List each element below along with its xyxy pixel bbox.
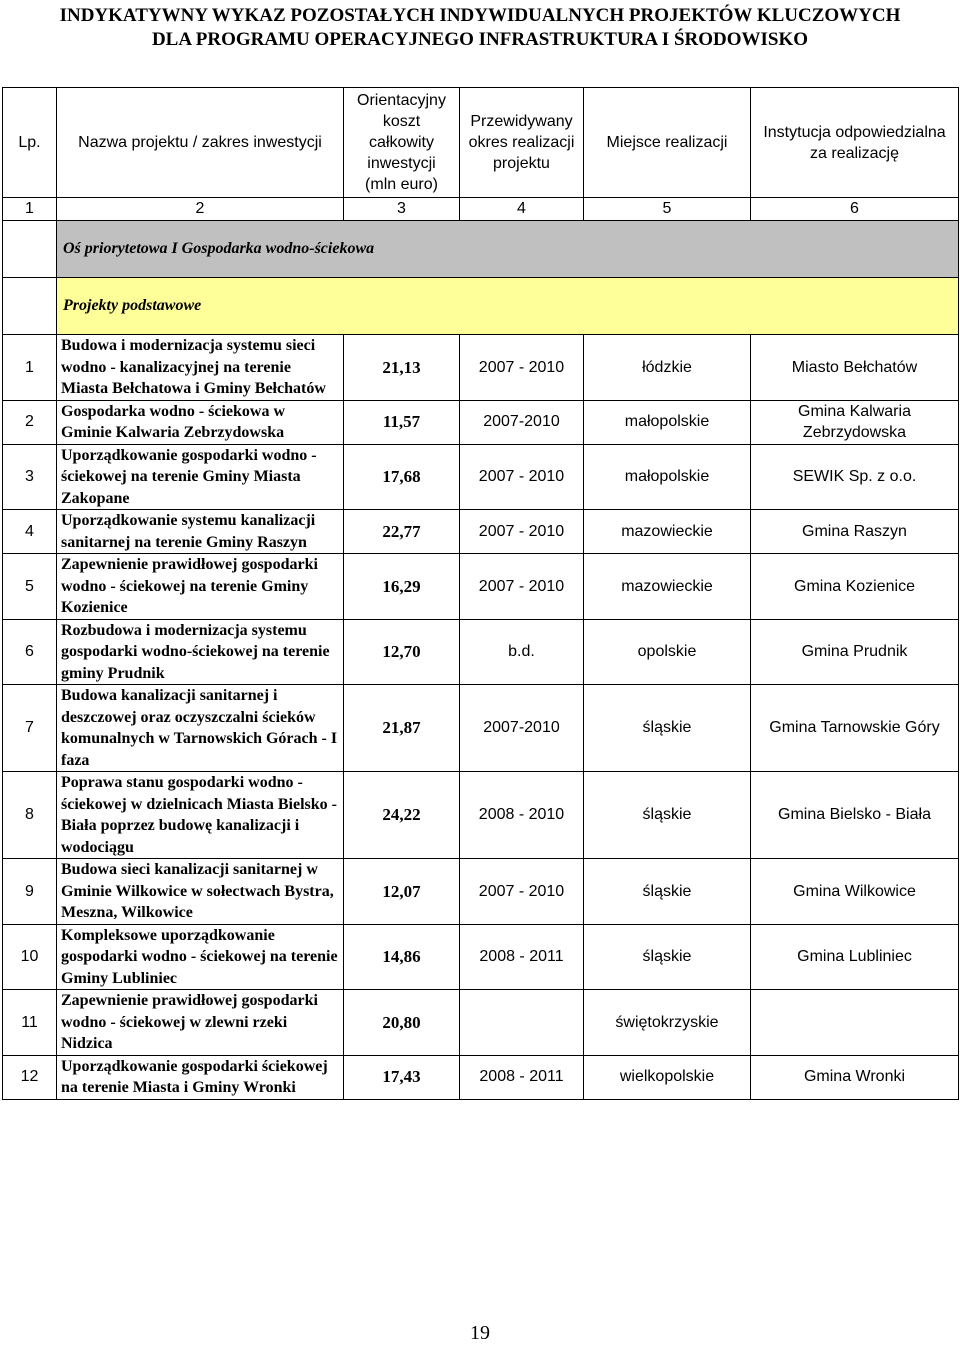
row-lp: 6 [3,619,57,685]
column-number: 2 [57,198,344,221]
row-institution: Gmina Wilkowice [751,859,959,925]
table-row [3,1055,959,1099]
row-lp: 4 [3,510,57,554]
row-institution: Miasto Bełchatów [751,335,959,401]
row-lp: 10 [3,924,57,990]
row-institution: Gmina Kozienice [751,554,959,620]
row-cost: 12,70 [344,619,460,685]
row-name: Budowa kanalizacji sanitarnej i deszczowej oraz oczyszczalni ścieków komunalnych w Tarnowskich Górach - I faza [57,685,344,772]
table-row [3,924,959,990]
row-cost: 24,22 [344,772,460,859]
row-institution: Gmina Kalwaria Zebrzydowska [751,400,959,444]
row-cost: 20,80 [344,990,460,1056]
table-row [3,859,959,925]
row-name: Zapewnienie prawidłowej gospodarki wodno - ściekowej w zlewni rzeki Nidzica [57,990,344,1056]
row-name: Zapewnienie prawidłowej gospodarki wodno - ściekowej na terenie Gminy Kozienice [57,554,344,620]
column-number: 6 [751,198,959,221]
row-place: wielkopolskie [584,1055,751,1099]
row-place: opolskie [584,619,751,685]
row-period: 2008 - 2010 [460,772,584,859]
table-row [3,444,959,510]
row-institution: Gmina Bielsko - Biała [751,772,959,859]
row-period: 2008 - 2011 [460,1055,584,1099]
title-line-2: DLA PROGRAMU OPERACYJNEGO INFRASTRUKTURA I ŚRODOWISKO [151,29,809,50]
row-institution: Gmina Prudnik [751,619,959,685]
column-number: 4 [460,198,584,221]
row-period: b.d. [460,619,584,685]
row-lp: 1 [3,335,57,401]
row-cost: 22,77 [344,510,460,554]
column-number-row [3,198,959,221]
row-cost: 11,57 [344,400,460,444]
row-cost: 16,29 [344,554,460,620]
row-period: 2007 - 2010 [460,554,584,620]
row-name: Gospodarka wodno - ściekowa w Gminie Kalwaria Zebrzydowska [57,400,344,444]
header-nazwa: Nazwa projektu / zakres inwestycji [57,88,344,198]
row-period: 2008 - 2011 [460,924,584,990]
row-lp: 9 [3,859,57,925]
row-lp: 11 [3,990,57,1056]
row-place: mazowieckie [584,510,751,554]
row-place: śląskie [584,859,751,925]
header-miejsce: Miejsce realizacji [584,88,751,198]
row-period: 2007 - 2010 [460,335,584,401]
table-row [3,554,959,620]
column-number: 3 [344,198,460,221]
row-place: świętokrzyskie [584,990,751,1056]
title-line-1: INDYKATYWNY WYKAZ POZOSTAŁYCH INDYWIDUALNYCH PROJEKTÓW KLUCZOWYCH [59,5,901,26]
row-period: 2007 - 2010 [460,444,584,510]
row-name: Budowa i modernizacja systemu sieci wodno - kanalizacyjnej na terenie Miasta Bełchatowa i Gminy Bełchatów [57,335,344,401]
row-name: Uporządkowanie gospodarki ściekowej na terenie Miasta i Gminy Wronki [57,1055,344,1099]
row-cost: 17,68 [344,444,460,510]
table-row [3,400,959,444]
document-title [0,4,960,52]
row-period: 2007-2010 [460,685,584,772]
section-label: Projekty podstawowe [57,278,959,335]
header-koszt: Orientacyjny koszt całkowity inwestycji (mln euro) [344,88,460,198]
row-place: małopolskie [584,400,751,444]
table-row [3,619,959,685]
row-place: mazowieckie [584,554,751,620]
table-row [3,510,959,554]
page-number: 19 [470,1322,490,1344]
row-institution: SEWIK Sp. z o.o. [751,444,959,510]
row-lp: 2 [3,400,57,444]
table-row [3,685,959,772]
table-row [3,335,959,401]
projects-table [2,87,959,1100]
header-lp: Lp. [3,88,57,198]
row-institution: Gmina Raszyn [751,510,959,554]
header-instytucja: Instytucja odpowiedzialna za realizację [751,88,959,198]
row-name: Uporządkowanie gospodarki wodno - ściekowej na terenie Gminy Miasta Zakopane [57,444,344,510]
row-name: Uporządkowanie systemu kanalizacji sanitarnej na terenie Gminy Raszyn [57,510,344,554]
row-period [460,990,584,1056]
row-name: Kompleksowe uporządkowanie gospodarki wodno - ściekowej na terenie Gminy Lubliniec [57,924,344,990]
row-place: łódzkie [584,335,751,401]
row-period: 2007 - 2010 [460,510,584,554]
row-period: 2007 - 2010 [460,859,584,925]
column-number: 1 [3,198,57,221]
axis-label: Oś priorytetowa I Gospodarka wodno-ściekowa [57,221,959,278]
row-cost: 17,43 [344,1055,460,1099]
row-institution: Gmina Wronki [751,1055,959,1099]
row-cost: 12,07 [344,859,460,925]
row-cost: 14,86 [344,924,460,990]
row-lp: 8 [3,772,57,859]
column-number: 5 [584,198,751,221]
row-lp: 5 [3,554,57,620]
axis-row [3,221,959,278]
row-place: śląskie [584,772,751,859]
row-place: śląskie [584,924,751,990]
row-name: Budowa sieci kanalizacji sanitarnej w Gminie Wilkowice w sołectwach Bystra, Meszna, Wilkowice [57,859,344,925]
row-lp: 7 [3,685,57,772]
section-row [3,278,959,335]
table-row [3,990,959,1056]
row-institution: Gmina Tarnowskie Góry [751,685,959,772]
row-institution: Gmina Lubliniec [751,924,959,990]
row-period: 2007-2010 [460,400,584,444]
row-lp: 12 [3,1055,57,1099]
row-name: Poprawa stanu gospodarki wodno - ściekowej w dzielnicach Miasta Bielsko - Biała poprzez budowę kanalizacji i wodociągu [57,772,344,859]
row-place: małopolskie [584,444,751,510]
header-okres: Przewidywany okres realizacji projektu [460,88,584,198]
row-cost: 21,87 [344,685,460,772]
row-lp: 3 [3,444,57,510]
row-cost: 21,13 [344,335,460,401]
row-institution [751,990,959,1056]
header-row [3,88,959,198]
table-row [3,772,959,859]
row-name: Rozbudowa i modernizacja systemu gospodarki wodno-ściekowej na terenie gminy Prudnik [57,619,344,685]
row-place: śląskie [584,685,751,772]
